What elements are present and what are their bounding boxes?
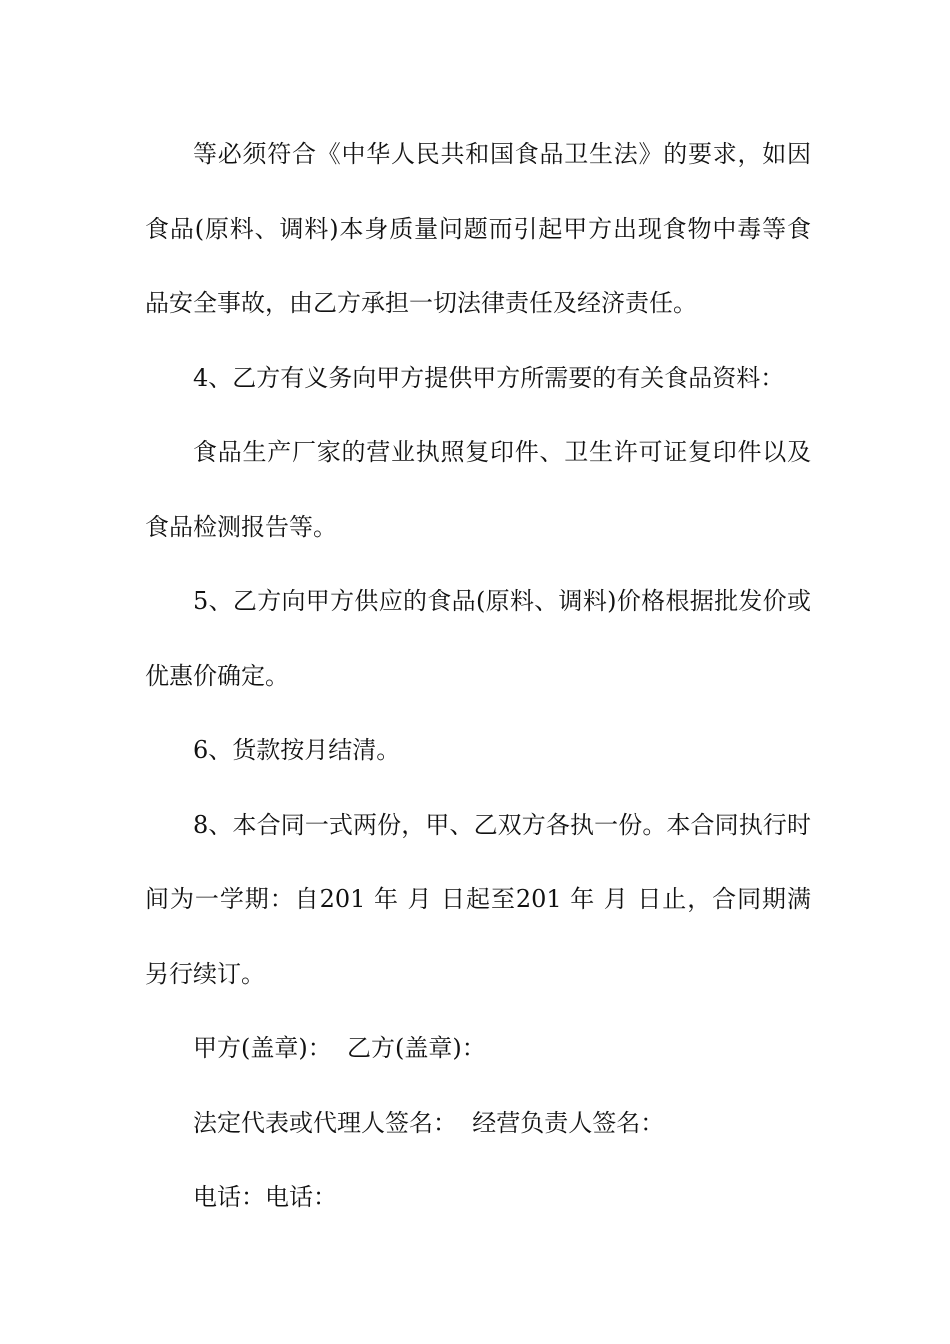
signature-line: 法定代表或代理人签名： 经营负责人签名： <box>193 1108 665 1137</box>
text-line: 优惠价确定。 <box>145 661 289 690</box>
text-line: 食品检测报告等。 <box>145 512 337 541</box>
phone-line: 电话：电话： <box>193 1183 337 1211</box>
text-line: 间为一学期：自201 年 月 日起至201 年 月 日止，合同期满 <box>145 885 811 913</box>
clause-6: 6、货款按月结清。 <box>193 736 401 764</box>
text-line: 另行续订。 <box>145 959 265 988</box>
clause-4: 4、乙方有义务向甲方提供甲方所需要的有关食品资料： <box>193 363 785 392</box>
clause-5: 5、乙方向甲方供应的食品(原料、调料)价格根据批发价或 <box>193 587 811 615</box>
contract-text <box>145 128 811 1246</box>
text-line: 等必须符合《中华人民共和国食品卫生法》的要求，如因 <box>193 140 811 168</box>
text-line: 食品生产厂家的营业执照复印件、卫生许可证复印件以及 <box>193 438 811 466</box>
clause-8: 8、本合同一式两份，甲、乙双方各执一份。本合同执行时 <box>193 810 811 839</box>
text-line: 品安全事故，由乙方承担一切法律责任及经济责任。 <box>145 289 697 317</box>
party-seal-line: 甲方(盖章)： 乙方(盖章)： <box>193 1034 486 1062</box>
text-line: 食品(原料、调料)本身质量问题而引起甲方出现食物中毒等食 <box>145 214 811 243</box>
